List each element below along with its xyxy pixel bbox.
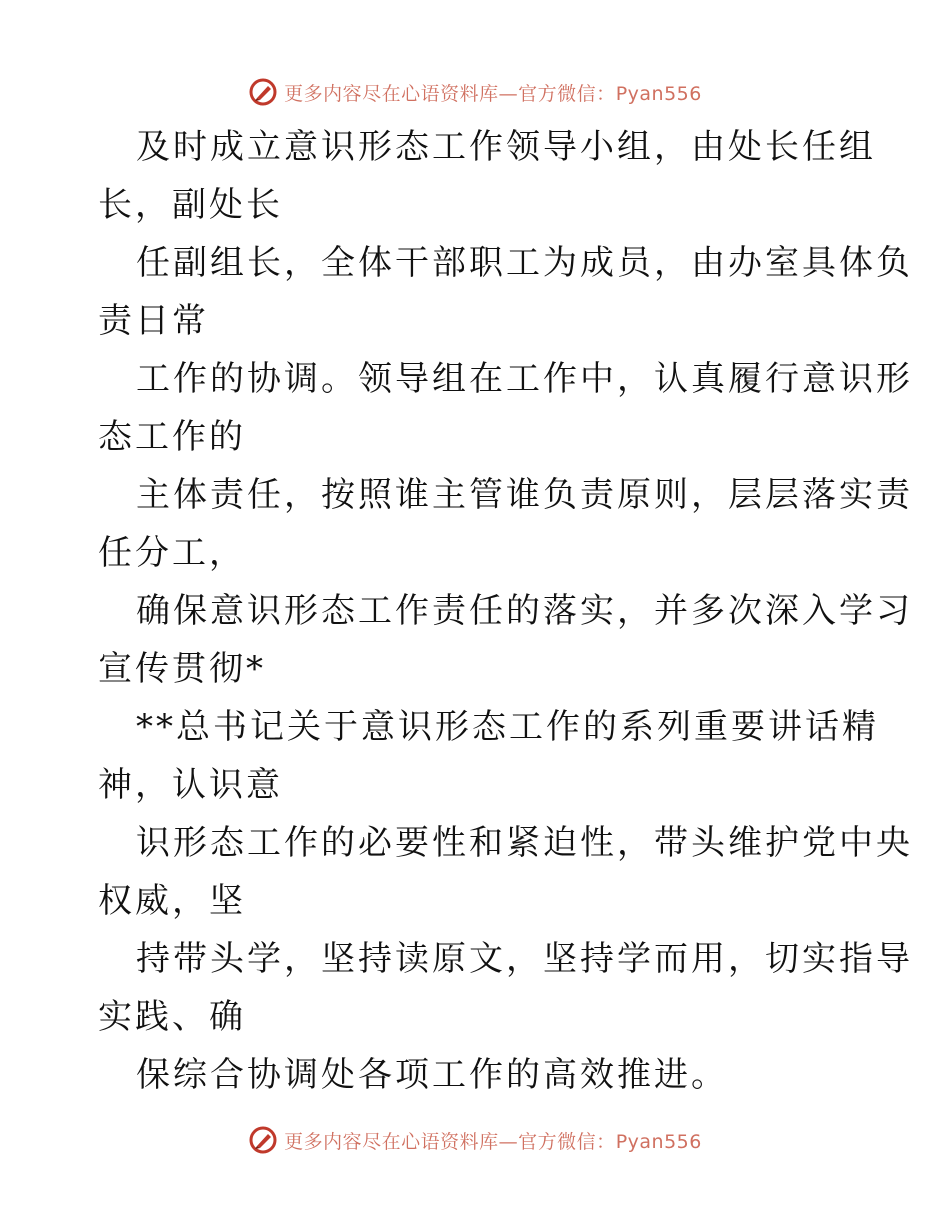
paragraph: 持带头学，坚持读原文，坚持学而用，切实指导 实践、确	[98, 939, 913, 1037]
watermark-text: 更多内容尽在心语资料库—官方微信：Pyan556	[284, 82, 702, 105]
pen-logo-icon	[248, 1125, 278, 1155]
paragraph: 任副组长，全体干部职工为成员，由办室具体负 责日常	[98, 243, 913, 341]
paragraph: 确保意识形态工作责任的落实，并多次深入学习 宣传贯彻*	[98, 591, 913, 689]
pen-logo-icon	[248, 77, 278, 107]
paragraph: 保综合协调处各项工作的高效推进。	[136, 1055, 728, 1095]
paragraph: **总书记关于意识形态工作的系列重要讲话精 神，认识意	[98, 707, 879, 805]
paragraph: 识形态工作的必要性和紧迫性，带头维护党中央 权威，坚	[98, 823, 913, 921]
paragraph: 工作的协调。领导组在工作中，认真履行意识形 态工作的	[98, 359, 913, 457]
footer-watermark	[0, 1120, 950, 1160]
header-watermark	[0, 72, 950, 112]
paragraph: 及时成立意识形态工作领导小组，由处长任组 长，副处长	[98, 127, 876, 225]
document-body	[98, 118, 913, 1104]
watermark-text: 更多内容尽在心语资料库—官方微信：Pyan556	[284, 1130, 702, 1153]
paragraph: 主体责任，按照谁主管谁负责原则，层层落实责 任分工，	[98, 475, 913, 573]
